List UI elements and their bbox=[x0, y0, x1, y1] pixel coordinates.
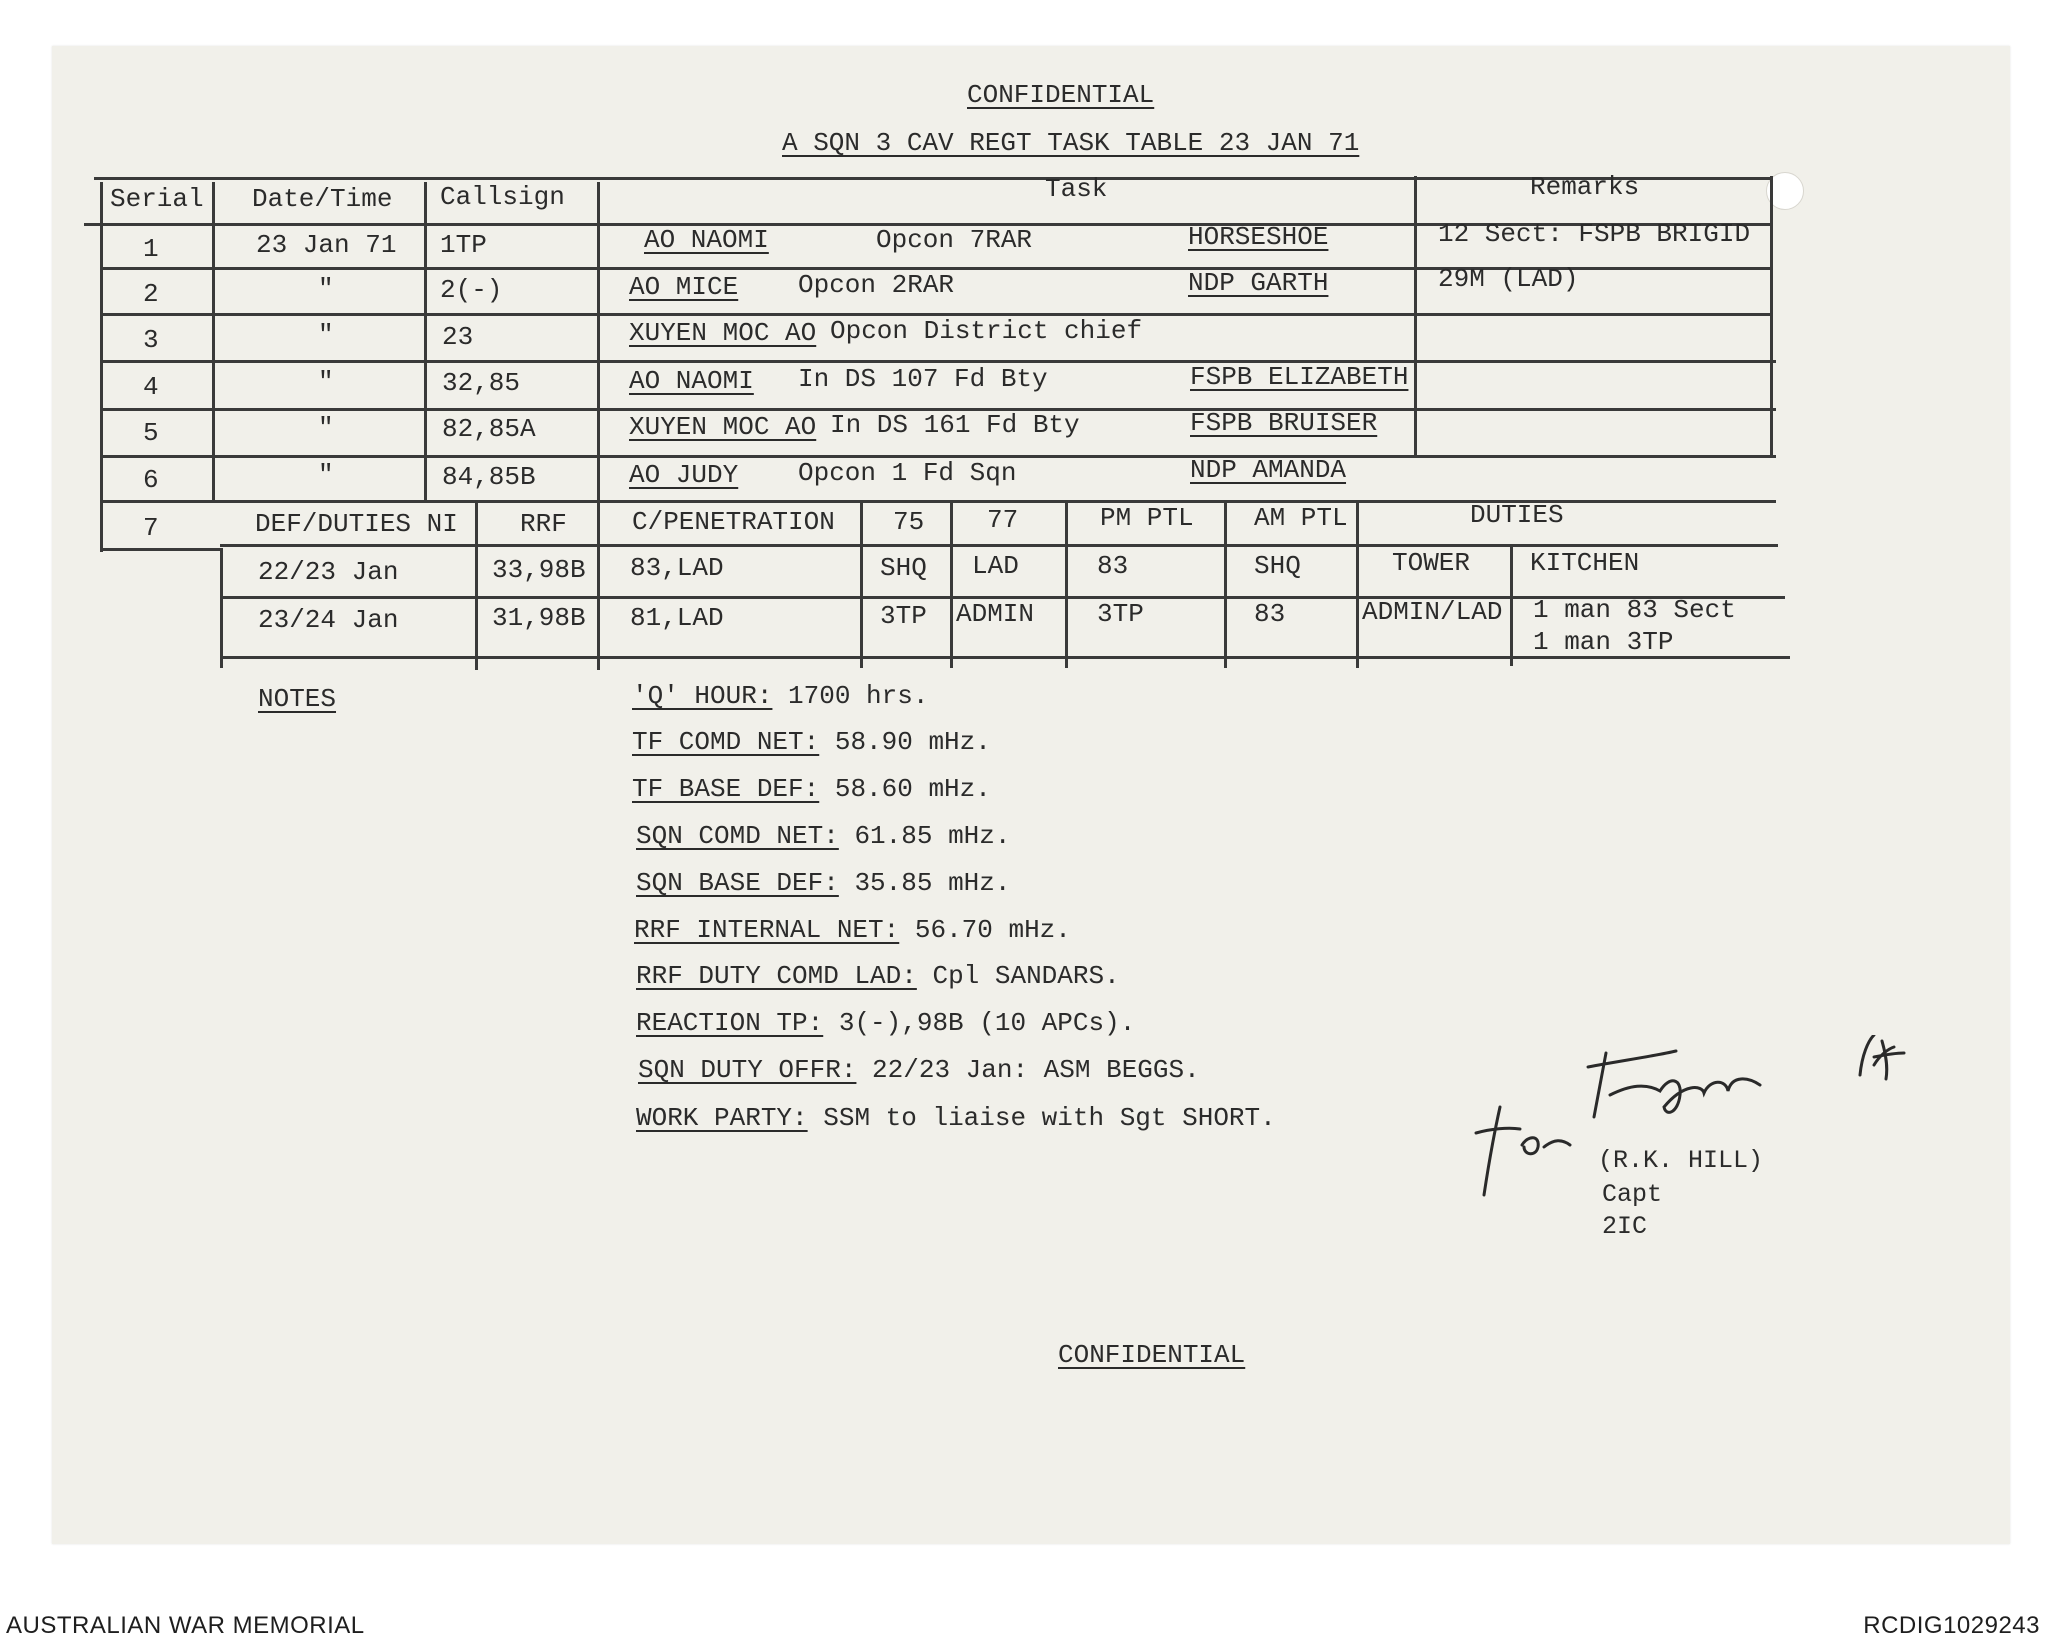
table-rule bbox=[94, 177, 1772, 180]
note-value: 58.60 mHz. bbox=[834, 774, 991, 804]
row-task-location: FSPB BRUISER bbox=[1190, 408, 1378, 438]
archive-credit: AUSTRALIAN WAR MEMORIAL bbox=[6, 1612, 365, 1639]
table-rule bbox=[1510, 544, 1513, 666]
note-label: SQN BASE DEF: bbox=[636, 868, 839, 898]
row-task-desc: Opcon 7RAR bbox=[876, 225, 1033, 255]
handwritten-signature bbox=[1470, 1035, 1950, 1215]
note-value: 22/23 Jan: ASM BEGGS. bbox=[872, 1055, 1200, 1085]
table-rule bbox=[220, 544, 1778, 547]
note-line bbox=[634, 915, 1071, 945]
note-line bbox=[632, 681, 928, 711]
row-callsign: 32,85 bbox=[442, 368, 521, 398]
duty-row-kitchen: KITCHEN bbox=[1530, 548, 1640, 578]
row-serial: 2 bbox=[143, 279, 159, 309]
classification-bottom: CONFIDENTIAL bbox=[1058, 1340, 1246, 1370]
duty-row-kitchen-line2: 1 man 3TP bbox=[1533, 627, 1674, 657]
note-line bbox=[632, 727, 991, 757]
row-date: " bbox=[318, 367, 334, 397]
table-rule bbox=[100, 360, 1776, 363]
row-task-desc: In DS 107 Fd Bty bbox=[798, 364, 1048, 394]
header-callsign: Callsign bbox=[440, 182, 565, 212]
row-date: " bbox=[318, 460, 334, 490]
row-task-ao: AO NAOMI bbox=[644, 225, 769, 255]
row-task-location: HORSESHOE bbox=[1188, 222, 1329, 252]
note-value: Cpl SANDARS. bbox=[932, 961, 1120, 991]
row-remarks: 12 Sect: FSPB BRIGID bbox=[1438, 219, 1751, 249]
header-serial: Serial bbox=[110, 184, 204, 214]
row-callsign: 82,85A bbox=[442, 414, 536, 444]
note-label: REACTION TP: bbox=[636, 1008, 824, 1038]
row-task-location: NDP GARTH bbox=[1188, 268, 1329, 298]
row-serial: 1 bbox=[143, 234, 159, 264]
row-date: " bbox=[318, 413, 334, 443]
duty-row-period: 22/23 Jan bbox=[258, 557, 399, 587]
duty-row-kitchen: 1 man 83 Sect bbox=[1533, 595, 1736, 625]
notes-heading: NOTES bbox=[258, 684, 337, 714]
table-rule bbox=[1065, 500, 1068, 668]
table-rule bbox=[1356, 500, 1359, 668]
table-rule bbox=[100, 182, 103, 552]
note-label: RRF INTERNAL NET: bbox=[634, 915, 900, 945]
note-label: WORK PARTY: bbox=[636, 1103, 808, 1133]
note-line bbox=[636, 821, 1010, 851]
duty-row-75: 3TP bbox=[880, 601, 927, 631]
subheader-def-duties: DEF/DUTIES NI bbox=[255, 509, 458, 539]
duty-row-am-ptl: 83 bbox=[1254, 599, 1286, 629]
subheader-77: 77 bbox=[987, 505, 1019, 535]
subheader-am-ptl: AM PTL bbox=[1254, 503, 1348, 533]
duty-row-75: SHQ bbox=[880, 553, 927, 583]
note-value: 61.85 mHz. bbox=[854, 821, 1011, 851]
row-task-desc: Opcon 1 Fd Sqn bbox=[798, 458, 1017, 488]
duty-row-rrf: 31,98B bbox=[492, 603, 586, 633]
note-value: 1700 hrs. bbox=[788, 681, 929, 711]
row-date: " bbox=[318, 274, 334, 304]
archive-item-id: RCDIG1029243 bbox=[1863, 1612, 2040, 1639]
row-serial: 4 bbox=[143, 372, 159, 402]
note-value: 56.70 mHz. bbox=[914, 915, 1071, 945]
signatory-name: (R.K. HILL) bbox=[1598, 1146, 1764, 1175]
note-value: 35.85 mHz. bbox=[854, 868, 1011, 898]
row-task-desc: Opcon 2RAR bbox=[798, 270, 955, 300]
row-callsign: 84,85B bbox=[442, 462, 536, 492]
subheader-75: 75 bbox=[893, 507, 925, 537]
row-serial: 7 bbox=[143, 513, 159, 543]
row-task-desc: Opcon District chief bbox=[830, 316, 1143, 346]
row-date: 23 Jan 71 bbox=[256, 230, 397, 260]
signatory-appointment: 2IC bbox=[1602, 1212, 1648, 1241]
note-line bbox=[636, 961, 1120, 991]
subheader-rrf: RRF bbox=[520, 509, 567, 539]
row-task-ao: AO MICE bbox=[629, 272, 739, 302]
duty-row-tower: TOWER bbox=[1392, 548, 1471, 578]
row-task-ao: XUYEN MOC AO bbox=[629, 318, 817, 348]
subheader-duties: DUTIES bbox=[1470, 500, 1564, 530]
duty-row-am-ptl: SHQ bbox=[1254, 551, 1301, 581]
table-rule bbox=[220, 548, 223, 668]
row-remarks: 29M (LAD) bbox=[1438, 264, 1579, 294]
table-rule bbox=[212, 182, 215, 502]
signatory-rank: Capt bbox=[1602, 1180, 1663, 1209]
row-date: " bbox=[318, 320, 334, 350]
note-label: TF COMD NET: bbox=[632, 727, 820, 757]
table-rule bbox=[475, 500, 478, 670]
table-rule bbox=[1770, 176, 1773, 456]
duty-row-pm-ptl: 83 bbox=[1097, 551, 1129, 581]
row-task-location: NDP AMANDA bbox=[1190, 455, 1347, 485]
subheader-c-penetration: C/PENETRATION bbox=[632, 507, 835, 537]
note-line bbox=[636, 1103, 1276, 1133]
note-label: SQN DUTY OFFR: bbox=[638, 1055, 857, 1085]
row-task-ao: AO NAOMI bbox=[629, 366, 754, 396]
duty-row-tower: ADMIN/LAD bbox=[1362, 597, 1503, 627]
row-task-ao: AO JUDY bbox=[629, 460, 739, 490]
row-serial: 5 bbox=[143, 418, 159, 448]
note-label: RRF DUTY COMD LAD: bbox=[636, 961, 917, 991]
duty-row-c-penetration: 83,LAD bbox=[630, 553, 724, 583]
note-label: SQN COMD NET: bbox=[636, 821, 839, 851]
duty-row-77: ADMIN bbox=[956, 599, 1035, 629]
table-rule bbox=[424, 182, 427, 502]
classification-top: CONFIDENTIAL bbox=[967, 80, 1155, 110]
table-rule bbox=[100, 548, 220, 551]
table-rule bbox=[1224, 500, 1227, 668]
header-remarks: Remarks bbox=[1530, 172, 1640, 202]
duty-row-77: LAD bbox=[972, 551, 1019, 581]
note-line bbox=[636, 1008, 1135, 1038]
document-page bbox=[52, 46, 2010, 1544]
note-line bbox=[636, 868, 1010, 898]
document-title: A SQN 3 CAV REGT TASK TABLE 23 JAN 71 bbox=[782, 128, 1360, 158]
note-value: 58.90 mHz. bbox=[834, 727, 991, 757]
note-label: TF BASE DEF: bbox=[632, 774, 820, 804]
table-rule bbox=[860, 500, 863, 668]
duty-row-period: 23/24 Jan bbox=[258, 605, 399, 635]
row-serial: 6 bbox=[143, 465, 159, 495]
duty-row-c-penetration: 81,LAD bbox=[630, 603, 724, 633]
subheader-pm-ptl: PM PTL bbox=[1100, 503, 1194, 533]
row-callsign: 2(-) bbox=[440, 275, 503, 305]
header-datetime: Date/Time bbox=[252, 184, 393, 214]
duty-row-rrf: 33,98B bbox=[492, 555, 586, 585]
note-value: 3(-),98B (10 APCs). bbox=[838, 1008, 1136, 1038]
note-line bbox=[632, 774, 991, 804]
row-serial: 3 bbox=[143, 325, 159, 355]
row-callsign: 1TP bbox=[440, 230, 487, 260]
table-rule bbox=[1414, 176, 1417, 456]
table-rule bbox=[597, 182, 600, 670]
row-task-ao: XUYEN MOC AO bbox=[629, 412, 817, 442]
row-task-location: FSPB ELIZABETH bbox=[1190, 362, 1409, 392]
note-value: SSM to liaise with Sgt SHORT. bbox=[823, 1103, 1276, 1133]
duty-row-pm-ptl: 3TP bbox=[1097, 599, 1144, 629]
table-rule bbox=[950, 500, 953, 668]
row-callsign: 23 bbox=[442, 322, 474, 352]
header-task: Task bbox=[1045, 174, 1108, 204]
row-task-desc: In DS 161 Fd Bty bbox=[830, 410, 1080, 440]
note-line bbox=[638, 1055, 1200, 1085]
note-label: 'Q' HOUR: bbox=[632, 681, 773, 711]
